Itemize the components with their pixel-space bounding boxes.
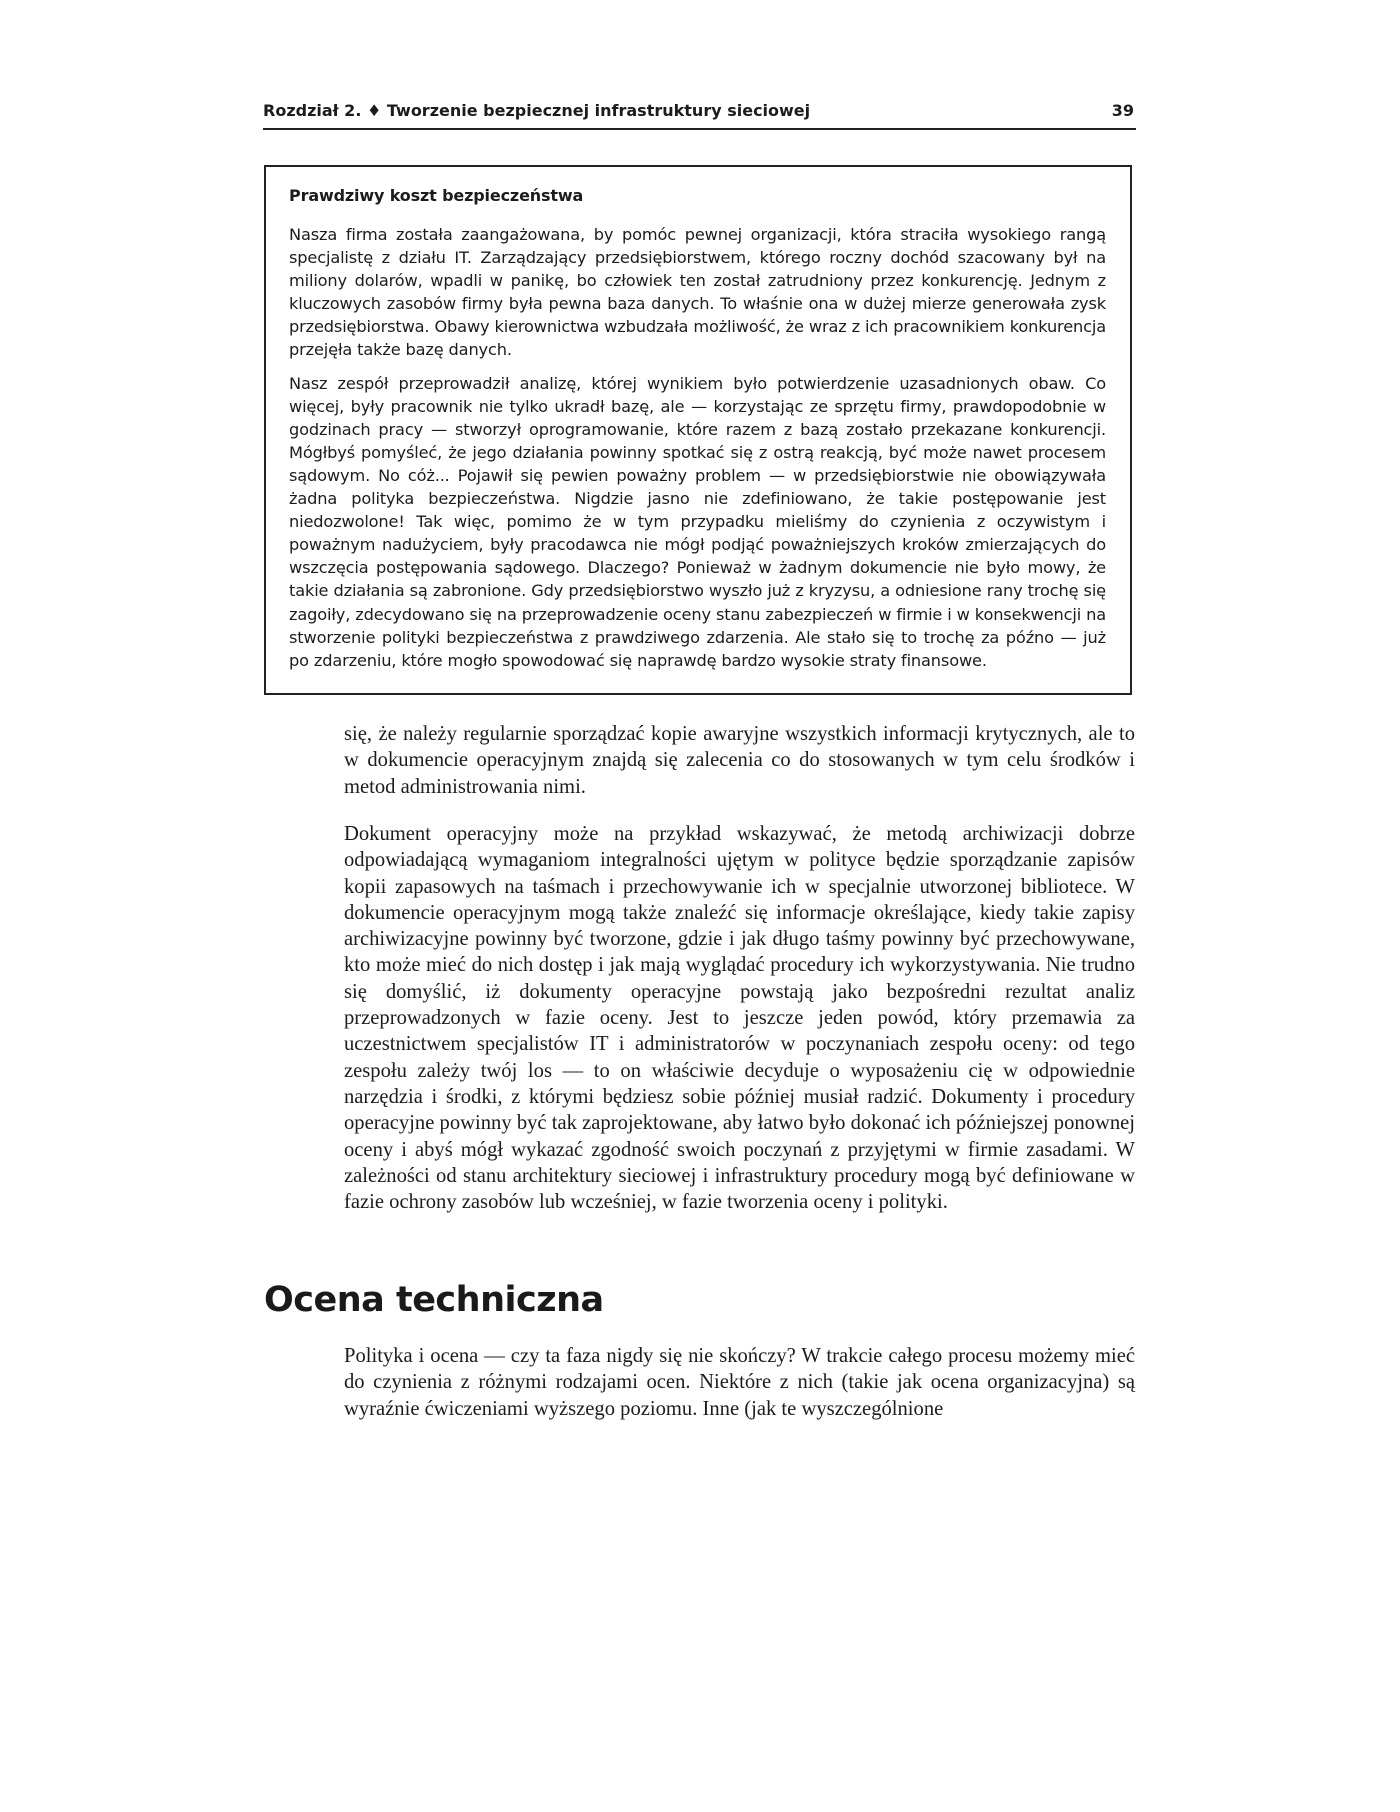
section-heading: Ocena techniczna — [264, 1280, 604, 1320]
sidebar-box — [264, 165, 1132, 695]
body-paragraph: się, że należy regularnie sporządzać kopie awaryjne wszystkich informacji krytycznych, ale to w dokumencie operacyjnym znajdą się zalecenia co do stosowanych w tym celu środków i metod administrowania nimi. — [344, 723, 1135, 798]
sidebar-title: Prawdziwy koszt bezpieczeństwa — [289, 186, 584, 205]
body-paragraph: Polityka i ocena — czy ta faza nigdy się nie skończy? W trakcie całego procesu możemy mieć do czynienia z różnymi rodzajami ocen. Niektóre z nich (takie jak ocena organizacyjna) są wyraźnie ćwiczeniami wyższego poziomu. Inne (jak te wyszczególnione — [344, 1345, 1135, 1420]
running-header — [263, 98, 1136, 130]
body-paragraph: Dokument operacyjny może na przykład wskazywać, że metodą archiwizacji dobrze odpowiadającą wymaganiom integralności ujętym w polityce będzie sporządzanie zapisów kopii zapasowych na taśmach i przechowywanie ich w specjalnie utworzonej bibliotece. W dokumencie operacyjnym mogą także znaleźć się informacje określające, kiedy takie zapisy archiwizacyjne powinny być tworzone, gdzie i jak długo taśmy powinny być przechowywane, kto może mieć do nich dostęp i jak mają wyglądać procedury ich wykorzystywania. Nie trudno się domyślić, iż dokumenty operacyjne powstają jako bezpośredni rezultat analiz przeprowadzonych w fazie oceny. Jest to jeszcze jeden powód, który przemawia za uczestnictwem specjalistów IT i administratorów w poczynaniach zespołu oceny: od tego zespołu zależy twój los — to on właściwie decyduje o wyposażeniu cię w odpowiednie narzędzia i środki, z którymi będziesz sobie później musiał radzić. Dokumenty i procedury operacyjne powinny być tak zaprojektowane, aby łatwo było dokonać ich późniejszej ponownej oceny i abyś mógł wykazać zgodność swoich poczynań z przyjętymi w firmie zasadami. W zależności od stanu architektury sieciowej i infrastruktury procedury mogą być definiowane w fazie ochrony zasobów lub wcześniej, w fazie tworzenia oceny i polityki. — [344, 823, 1135, 1214]
chapter-title: Rozdział 2. ♦ Tworzenie bezpiecznej infrastruktury sieciowej — [263, 101, 811, 120]
sidebar-paragraph: Nasza firma została zaangażowana, by pomóc pewnej organizacji, która straciła wysokiego rangą specjalistę z działu IT. Zarządzający przedsiębiorstwem, którego roczny dochód szacowany był na miliony dolarów, wpadli w panikę, bo człowiek ten został zatrudniony przez konkurencję. Jednym z kluczowych zasobów firmy była pewna baza danych. To właśnie ona w dużej mierze generowała zysk przedsiębiorstwa. Obawy kierownictwa wzbudzała możliwość, że wraz z ich pracownikiem konkurencja przejęła także bazę danych. — [289, 225, 1106, 360]
sidebar-paragraph: Nasz zespół przeprowadził analizę, której wynikiem było potwierdzenie uzasadnionych obaw. Co więcej, byłу pracownik nie tylko ukradł bazę, ale — korzystając ze sprzętu firmy, prawdopodobnie w godzinach pracy — stworzył oprogramowanie, które razem z bazą zostało przekazane konkurencji. Mógłbyś pomyśleć, że jego działania powinny spotkać się z ostrą reakcją, być może nawet procesem sądowym. No cóż... Pojawił się pewien poważny problem — w przedsiębiorstwie nie obowiązywała żadna polityka bezpieczeństwa. Nigdzie jasno nie zdefiniowano, że takie postępowanie jest niedozwolone! Tak więc, pomimo że w tym przypadku mieliśmy do czynienia z oczywistym i poważnym nadużyciem, były pracodawca nie mógł podjąć poważniejszych kroków zmierzających do wszczęcia postępowania sądowego. Dlaczego? Ponieważ w żadnym dokumencie nie było mowy, że takie działania są zabronione. Gdy przedsiębiorstwo wyszło już z kryzysu, a odniesione rany trochę się zagoiły, zdecydowano się na przeprowadzenie oceny stanu zabezpieczeń w firmie i w konsekwencji na stworzenie polityki bezpieczeństwa z prawdziwego zdarzenia. Ale stało się to trochę za późno — już po zdarzeniu, które mogło spowodować się naprawdę bardzo wysokie straty finansowe. — [289, 373, 1106, 670]
page-number: 39 — [1111, 101, 1134, 120]
